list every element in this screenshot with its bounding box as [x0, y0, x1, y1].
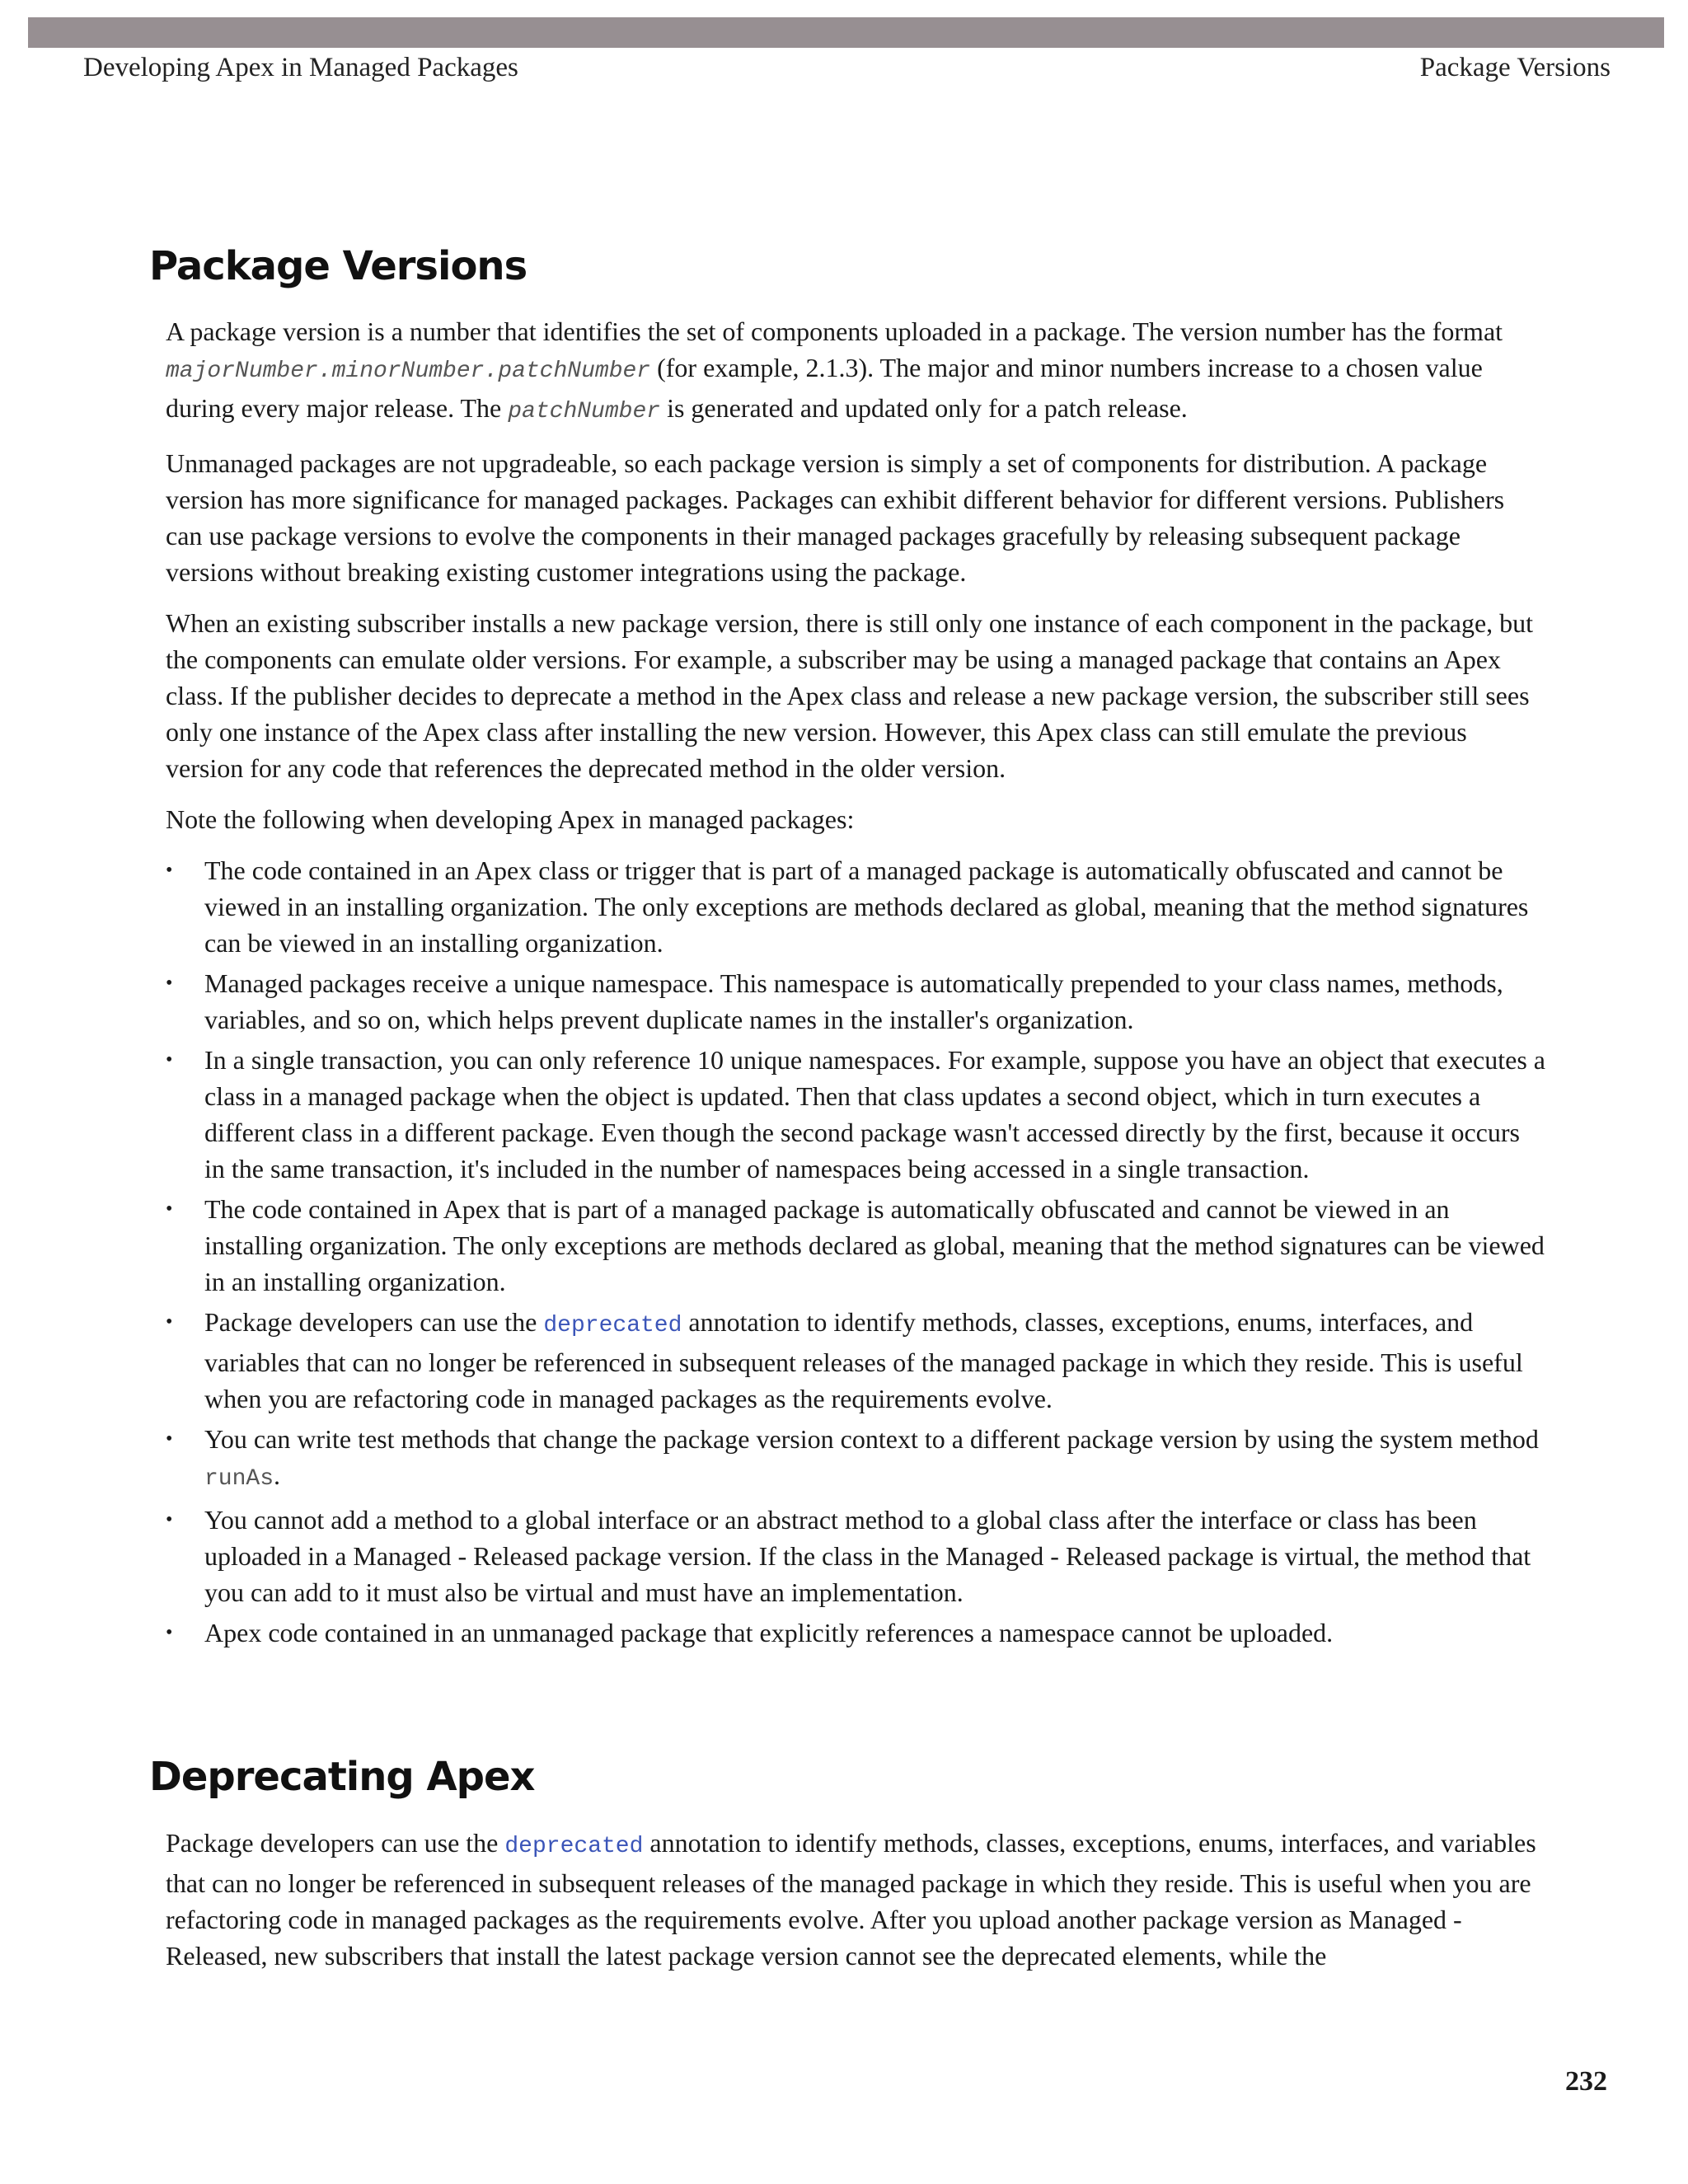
- paragraph-deprecating: Package developers can use the deprecated annotation to identify methods, classes, exceptions, enums, interfaces, and variables that can no longer be referenced in subsequent releases of the managed package in which they reside. This is useful when you are refactoring code in managed packages as the requirements evolve. After you upload another package version as Managed - Released, new subscribers that install the latest package version cannot see the deprecated elements, while the: [166, 1828, 1536, 1971]
- running-header-section: Package Versions: [1419, 53, 1611, 82]
- top-bar: [28, 17, 1664, 48]
- page-number: 232: [1565, 2066, 1607, 2097]
- list-item: • In a single transaction, you can only reference 10 unique namespaces. For example, suppose you have an object that executes a class in a managed package when the object is updated. Then that class updates a second object, which in turn executes a different class in a different package. Even though the second package wasn't accessed directly by the first, because it occurs in the same transaction, it's included in the number of namespaces being accessed in a single transaction.: [166, 1042, 1545, 1187]
- heading-deprecating-apex: Deprecating Apex: [149, 1754, 535, 1800]
- notes-list: [166, 852, 1545, 1651]
- code-runas: runAs: [204, 1466, 274, 1492]
- list-item: • The code contained in Apex that is part of a managed package is automatically obfuscated and cannot be viewed in an installing organization. The only exceptions are methods declared as global, meaning that the method signatures can be viewed in an installing organization.: [166, 1191, 1545, 1300]
- list-item: • You can write test methods that change the package version context to a different package version by using the system method runAs.: [166, 1421, 1545, 1497]
- paragraph-subscriber: When an existing subscriber installs a new package version, there is still only one instance of each component in the package, but the components can emulate older versions. For example, a subscriber may be using a managed package that contains an Apex class. If the publisher decides to deprecate a method in the Apex class and release a new package version, the subscriber still sees only one instance of the Apex class after installing the new version. However, this Apex class can still emulate the previous version for any code that references the deprecated method in the older version.: [166, 608, 1534, 783]
- paragraph-note-intro: Note the following when developing Apex in managed packages:: [166, 804, 855, 834]
- deprecated-link[interactable]: deprecated: [504, 1834, 644, 1859]
- code-patch-number: patchNumber: [508, 399, 661, 424]
- code-version-format: majorNumber.minorNumber.patchNumber: [166, 359, 651, 384]
- list-item: • The code contained in an Apex class or trigger that is part of a managed package is automatically obfuscated and cannot be viewed in an installing organization. The only exceptions are methods declared as global, meaning that the method signatures can be viewed in an installing organization.: [166, 852, 1545, 961]
- running-header-chapter: Developing Apex in Managed Packages: [83, 53, 518, 82]
- list-item: • You cannot add a method to a global interface or an abstract method to a global class after the interface or class has been uploaded in a Managed - Released package version. If the class in the Managed - Released package is virtual, the method that you can add to it must also be virtual and must have an implementation.: [166, 1502, 1545, 1610]
- section-deprecating-apex: [166, 1825, 1545, 1989]
- list-item: • Managed packages receive a unique namespace. This namespace is automatically prepended to your class names, methods, variables, and so on, which helps prevent duplicate names in the installer's organization.: [166, 965, 1545, 1038]
- heading-package-versions: Package Versions: [149, 243, 528, 289]
- list-item: • Package developers can use the deprecated annotation to identify methods, classes, exceptions, enums, interfaces, and variables that can no longer be referenced in subsequent releases of the managed package in which they reside. This is useful when you are refactoring code in managed packages as the requirements evolve.: [166, 1304, 1545, 1417]
- paragraph-version-format: A package version is a number that identifies the set of components uploaded in a package. The version number has the format majorNumber.minorNumber.patchNumber (for example, 2.1.3). The major and minor numbers increase to a chosen value during every major release. The patchNumber is generated and updated only for a patch release.: [166, 316, 1503, 424]
- section-package-versions: [166, 313, 1545, 1655]
- paragraph-unmanaged: Unmanaged packages are not upgradeable, so each package version is simply a set of components for distribution. A package version has more significance for managed packages. Packages can exhibit different behavior for different versions. Publishers can use package versions to evolve the components in their managed packages gracefully by releasing subsequent package versions without breaking existing customer integrations using the package.: [166, 448, 1505, 587]
- deprecated-link[interactable]: deprecated: [543, 1313, 682, 1338]
- list-item: • Apex code contained in an unmanaged package that explicitly references a namespace cannot be uploaded.: [166, 1615, 1545, 1651]
